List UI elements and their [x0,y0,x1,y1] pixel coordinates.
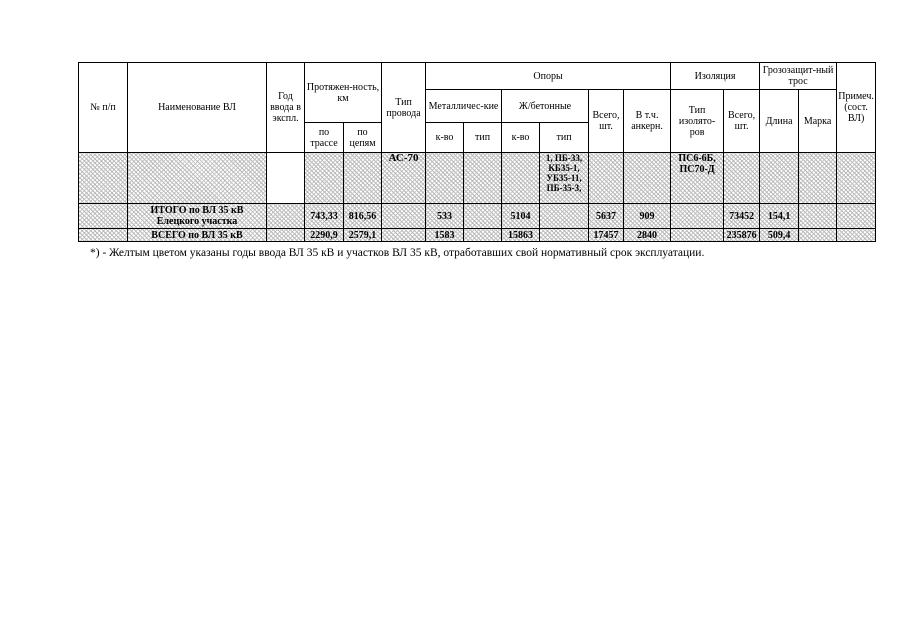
col-ground-brand-header: Марка [799,90,837,153]
col-insulation-total-header: Всего, шт. [724,90,760,153]
col-insulator-type-header: Тип изолято-ров [671,90,724,153]
cell [540,204,589,229]
vsego-metal-qty: 1583 [426,229,464,242]
vsego-ground-length: 509,4 [760,229,799,242]
cell [799,153,837,204]
col-metal-header: Металличес-кие [426,90,502,123]
cell [799,204,837,229]
col-wire-type-header: Тип провода [382,63,426,153]
cell [267,204,305,229]
itogo-name-cell: ИТОГО по ВЛ 35 кВ Елецкого участка [128,204,267,229]
cell [305,153,344,204]
col-length-header: Протяжен-ность, км [305,63,382,123]
table-row [79,153,876,204]
cell [128,153,267,204]
col-metal-qty-header: к-во [426,123,464,153]
col-metal-type-header: тип [464,123,502,153]
cell [671,204,724,229]
cell [79,229,128,242]
col-name-header: Наименование ВЛ [128,63,267,153]
cell [79,204,128,229]
cell [267,153,305,204]
vsego-insulation-total: 235876 [724,229,760,242]
cell [267,229,305,242]
col-ground-wire-header: Грозозащит-ный трос [760,63,837,90]
vsego-anchor: 2840 [624,229,671,242]
cell [837,229,876,242]
col-note-header: Примеч. (сост. ВЛ) [837,63,876,153]
cell [624,153,671,204]
cell [502,153,540,204]
col-supports-header: Опоры [426,63,671,90]
cell [464,153,502,204]
itogo-concrete-qty: 5104 [502,204,540,229]
table-row-vsego [79,229,876,242]
cell [837,204,876,229]
col-num-header: № п/п [79,63,128,153]
itogo-insulation-total: 73452 [724,204,760,229]
col-concrete-header: Ж/бетонные [502,90,589,123]
cell [426,153,464,204]
col-length-circuits-header: по цепям [344,123,382,153]
cell [760,153,799,204]
cell [799,229,837,242]
vsego-concrete-qty: 15863 [502,229,540,242]
itogo-total: 5637 [589,204,624,229]
col-concrete-qty-header: к-во [502,123,540,153]
vsego-len-circuits: 2579,1 [344,229,382,242]
table-row-itogo [79,204,876,229]
itogo-len-circuits: 816,56 [344,204,382,229]
itogo-ground-length: 154,1 [760,204,799,229]
cell [79,153,128,204]
cell [589,153,624,204]
cell [540,229,589,242]
col-length-route-header: по трассе [305,123,344,153]
power-lines-table [78,62,876,242]
itogo-len-route: 743,33 [305,204,344,229]
vsego-name-cell: ВСЕГО по ВЛ 35 кВ [128,229,267,242]
vsego-total: 17457 [589,229,624,242]
col-insulation-header: Изоляция [671,63,760,90]
wire-type-cell: АС-70 [382,153,426,204]
cell [724,153,760,204]
cell [344,153,382,204]
footnote: *) - Желтым цветом указаны годы ввода ВЛ 35 кВ и участков ВЛ 35 кВ, отработавших свой нормативный срок эксплуатации. [90,247,705,259]
col-ground-length-header: Длина [760,90,799,153]
cell [464,229,502,242]
header-row-1 [79,63,876,90]
cell [837,153,876,204]
col-concrete-type-header: тип [540,123,589,153]
itogo-anchor: 909 [624,204,671,229]
vsego-len-route: 2290,9 [305,229,344,242]
col-total-header: Всего, шт. [589,90,624,153]
concrete-type-cell: 1, ПБ-33, КБ35-1, УБ35-11, ПБ-35-3, [540,153,589,204]
cell [464,204,502,229]
insulator-type-cell: ПС6-6Б, ПС70-Д [671,153,724,204]
cell [382,229,426,242]
cell [382,204,426,229]
itogo-metal-qty: 533 [426,204,464,229]
col-year-header: Год ввода в экспл. [267,63,305,153]
cell [671,229,724,242]
col-anchor-header: В т.ч. анкерн. [624,90,671,153]
